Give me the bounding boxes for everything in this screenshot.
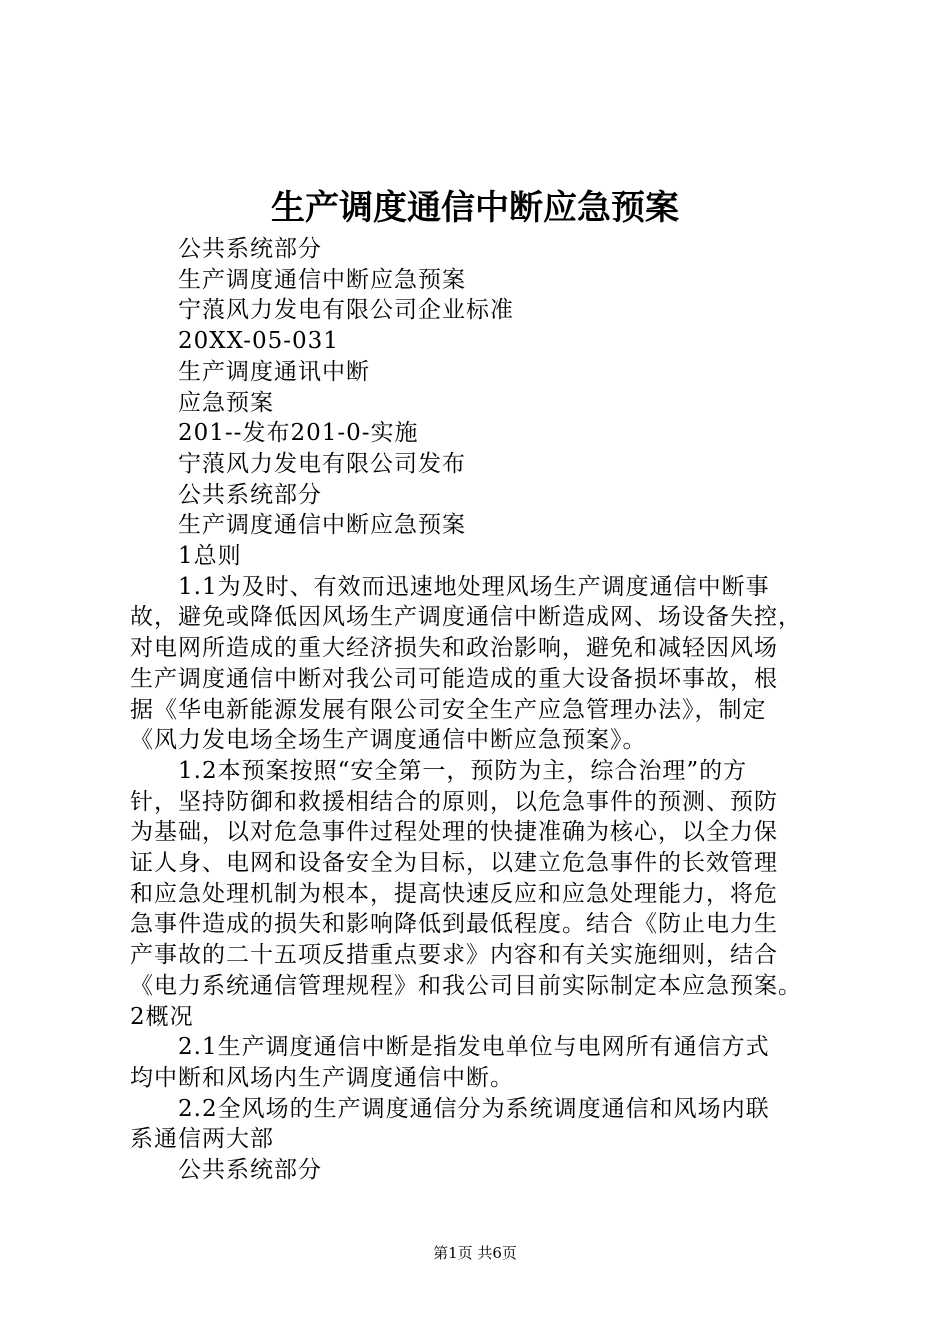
paragraph-line: 对电网所造成的重大经济损失和政治影响，避免和减轻因风场 bbox=[130, 635, 778, 662]
paragraph-line: 《风力发电场全场生产调度通信中断应急预案》。 bbox=[130, 727, 647, 754]
header-line-dates: 201--发布201-0-实施 bbox=[178, 420, 419, 447]
paragraph-line: 《电力系统通信管理规程》和我公司目前实际制定本应急预案。 bbox=[130, 972, 802, 999]
paragraph-1-1 bbox=[130, 572, 832, 756]
paragraph-line: 急事件造成的损失和影响降低到最低程度。结合《防止电力生 bbox=[130, 911, 778, 938]
paragraph-line: 故，避免或降低因风场生产调度通信中断造成网、场设备失控， bbox=[130, 604, 802, 631]
section-2-heading: 2概况 bbox=[130, 1003, 194, 1030]
paragraph-line: 1.1为及时、有效而迅速地处理风场生产调度通信中断事 bbox=[178, 573, 770, 600]
section-1-heading: 1总则 bbox=[178, 543, 242, 570]
header-line-section: 公共系统部分 bbox=[178, 236, 322, 262]
document-title: 生产调度通信中断应急预案 bbox=[271, 188, 679, 228]
page-footer: 第1页 共6页 bbox=[433, 1244, 517, 1262]
paragraph-line: 1.2本预案按照“安全第一，预防为主，综合治理”的方 bbox=[178, 757, 748, 784]
paragraph-2-1 bbox=[130, 1032, 832, 1093]
paragraph-line: 和应急处理机制为根本，提高快速反应和应急处理能力，将危 bbox=[130, 880, 778, 907]
header-block bbox=[130, 234, 832, 572]
paragraph-line: 证人身、电网和设备安全为目标，以建立危急事件的长效管理 bbox=[130, 850, 778, 877]
document-body bbox=[130, 234, 832, 1186]
header-line-section-repeat: 公共系统部分 bbox=[178, 481, 322, 508]
paragraph-2-2 bbox=[130, 1094, 832, 1155]
header-line-publisher: 宁蒗风力发电有限公司发布 bbox=[178, 450, 466, 477]
paragraph-line: 2.2全风场的生产调度通信分为系统调度通信和风场内联 bbox=[178, 1095, 770, 1122]
paragraph-line: 针，坚持防御和救援相结合的原则，以危急事件的预测、预防 bbox=[130, 788, 778, 815]
paragraph-line: 生产调度通信中断对我公司可能造成的重大设备损坏事故，根 bbox=[130, 665, 778, 692]
header-line-title-repeat: 生产调度通信中断应急预案 bbox=[178, 512, 466, 539]
paragraph-line: 均中断和风场内生产调度通信中断。 bbox=[130, 1064, 514, 1091]
header-line-title: 生产调度通信中断应急预案 bbox=[178, 266, 466, 293]
header-line-subject: 生产调度通讯中断 bbox=[178, 358, 370, 385]
paragraph-line: 据《华电新能源发展有限公司安全生产应急管理办法》，制定 bbox=[130, 696, 767, 723]
paragraph-line: 产事故的二十五项反措重点要求》内容和有关实施细则，结合 bbox=[130, 942, 778, 969]
header-line-code: 20XX-05-031 bbox=[178, 328, 339, 355]
paragraph-1-2 bbox=[130, 756, 832, 1002]
closing-line: 公共系统部分 bbox=[178, 1157, 322, 1184]
paragraph-line: 2.1生产调度通信中断是指发电单位与电网所有通信方式 bbox=[178, 1034, 770, 1061]
header-line-plan: 应急预案 bbox=[178, 389, 274, 416]
paragraph-line: 系通信两大部 bbox=[130, 1126, 274, 1153]
header-line-standard: 宁蒗风力发电有限公司企业标准 bbox=[178, 297, 514, 324]
paragraph-line: 为基础，以对危急事件过程处理的快捷准确为核心，以全力保 bbox=[130, 819, 778, 846]
